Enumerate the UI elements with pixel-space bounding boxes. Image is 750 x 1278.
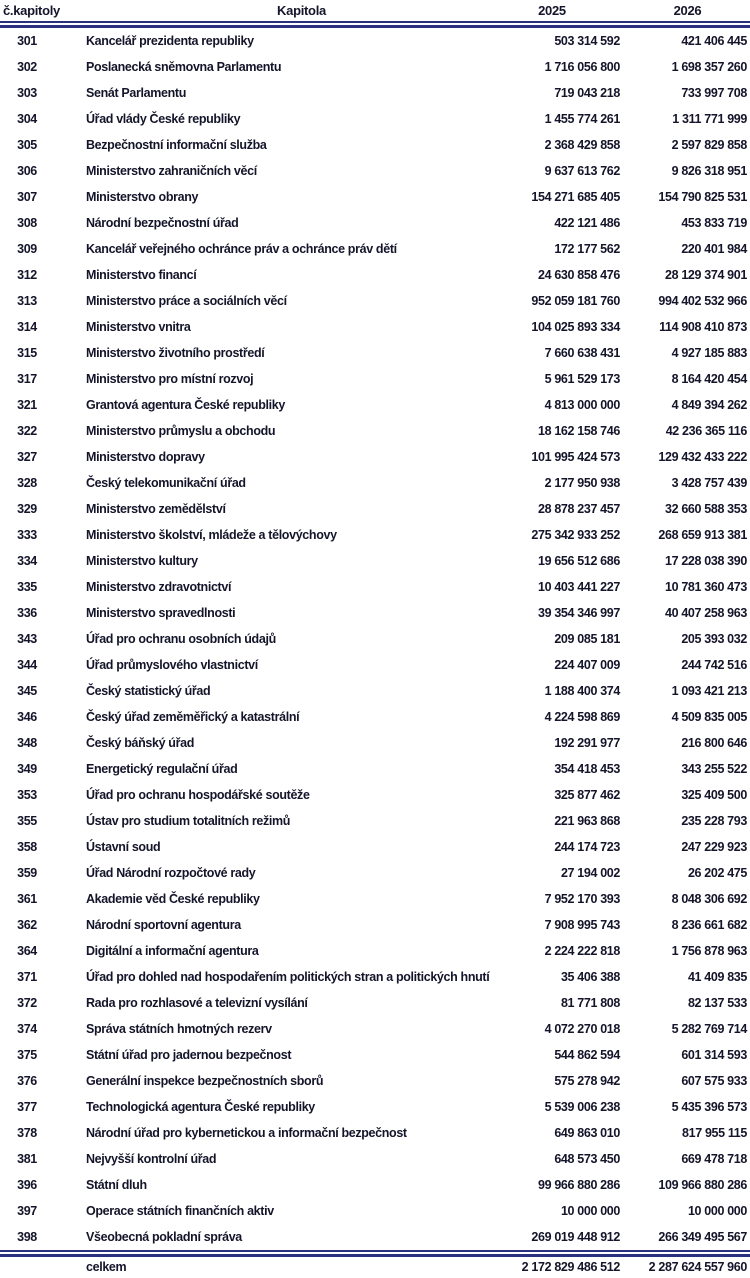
chapter-number: 333 [17, 528, 37, 542]
chapter-number: 377 [17, 1100, 37, 1114]
value-2026: 453 833 719 [681, 216, 747, 230]
table-row [0, 1042, 750, 1068]
chapter-number: 348 [17, 736, 37, 750]
chapter-number: 361 [17, 892, 37, 906]
value-2025: 354 418 453 [554, 762, 620, 776]
value-2026: 4 849 394 262 [671, 398, 747, 412]
value-2025: 2 368 429 858 [544, 138, 620, 152]
value-2025: 9 637 613 762 [544, 164, 620, 178]
value-2025: 269 019 448 912 [531, 1230, 620, 1244]
chapter-name: Ministerstvo vnitra [86, 320, 191, 334]
table-row [0, 964, 750, 990]
table-row [0, 496, 750, 522]
value-2025: 649 863 010 [554, 1126, 620, 1140]
table-row [0, 1068, 750, 1094]
chapter-name: Ministerstvo zahraničních věcí [86, 164, 257, 178]
chapter-number: 305 [17, 138, 37, 152]
value-2026: 216 800 646 [681, 736, 747, 750]
value-2026: 40 407 258 963 [665, 606, 747, 620]
value-2026: 5 282 769 714 [671, 1022, 747, 1036]
chapter-name: Český úřad zeměměřický a katastrální [86, 710, 300, 724]
value-2026: 244 742 516 [681, 658, 747, 672]
table-row [0, 704, 750, 730]
value-2025: 39 354 346 997 [538, 606, 620, 620]
chapter-number: 329 [17, 502, 37, 516]
value-2026: 114 908 410 873 [659, 320, 747, 334]
value-2026: 28 129 374 901 [665, 268, 747, 282]
chapter-number: 309 [17, 242, 37, 256]
value-2025: 81 771 808 [560, 996, 620, 1010]
chapter-name: Ministerstvo obrany [86, 190, 199, 204]
value-2025: 7 952 170 393 [544, 892, 620, 906]
chapter-number: 344 [17, 658, 37, 672]
chapter-number: 314 [17, 320, 37, 334]
chapter-name: Ministerstvo kultury [86, 554, 198, 568]
value-2025: 172 177 562 [554, 242, 620, 256]
table-row [0, 756, 750, 782]
table-row [0, 782, 750, 808]
column-header-chapter-name: Kapitola [277, 3, 326, 18]
table-row [0, 80, 750, 106]
value-2025: 10 403 441 227 [538, 580, 620, 594]
value-2026: 817 955 115 [682, 1126, 747, 1140]
chapter-number: 334 [17, 554, 37, 568]
value-2026: 4 927 185 883 [671, 346, 747, 360]
chapter-number: 372 [17, 996, 37, 1010]
chapter-name: Energetický regulační úřad [86, 762, 238, 776]
chapter-name: Technologická agentura České republiky [86, 1100, 315, 1114]
total-label: celkem [86, 1259, 127, 1274]
chapter-name: Ministerstvo financí [86, 268, 197, 282]
table-row [0, 626, 750, 652]
table-row [0, 938, 750, 964]
table-row [0, 1094, 750, 1120]
table-row [0, 860, 750, 886]
value-2026: 421 406 445 [681, 34, 747, 48]
value-2026: 32 660 588 353 [665, 502, 747, 516]
chapter-number: 398 [17, 1230, 37, 1244]
chapter-name: Operace státních finančních aktiv [86, 1204, 274, 1218]
value-2025: 221 963 868 [554, 814, 620, 828]
value-2026: 607 575 933 [681, 1074, 747, 1088]
chapter-name: Správa státních hmotných rezerv [86, 1022, 272, 1036]
chapter-name: Úřad pro ochranu osobních údajů [86, 632, 276, 646]
value-2026: 669 478 718 [681, 1152, 747, 1166]
chapter-number: 355 [17, 814, 37, 828]
chapter-number: 307 [17, 190, 37, 204]
chapter-number: 303 [17, 86, 37, 100]
chapter-name: Ministerstvo spravedlnosti [86, 606, 236, 620]
chapter-number: 312 [17, 268, 37, 282]
chapter-number: 322 [17, 424, 37, 438]
table-row [0, 444, 750, 470]
chapter-number: 306 [17, 164, 37, 178]
chapter-name: Nejvyšší kontrolní úřad [86, 1152, 217, 1166]
table-row [0, 158, 750, 184]
value-2026: 26 202 475 [687, 866, 747, 880]
value-2026: 3 428 757 439 [671, 476, 747, 490]
value-2026: 733 997 708 [681, 86, 747, 100]
chapter-name: Všeobecná pokladní správa [86, 1230, 242, 1244]
value-2025: 4 813 000 000 [544, 398, 620, 412]
value-2026: 8 048 306 692 [671, 892, 747, 906]
chapter-number: 359 [17, 866, 37, 880]
value-2025: 503 314 592 [554, 34, 620, 48]
chapter-name: Generální inspekce bezpečnostních sborů [86, 1074, 324, 1088]
chapter-name: Ministerstvo zdravotnictví [86, 580, 232, 594]
table-row [0, 236, 750, 262]
table-header-row [0, 0, 750, 21]
header-rule [0, 21, 750, 28]
value-2026: 205 393 032 [681, 632, 747, 646]
chapter-name: Rada pro rozhlasové a televizní vysílání [86, 996, 308, 1010]
value-2025: 5 961 529 173 [544, 372, 620, 386]
table-row [0, 210, 750, 236]
value-2025: 2 177 950 938 [544, 476, 620, 490]
value-2026: 2 597 829 858 [671, 138, 747, 152]
value-2025: 192 291 977 [554, 736, 620, 750]
chapter-name: Ministerstvo životního prostředí [86, 346, 265, 360]
value-2025: 10 000 000 [560, 1204, 620, 1218]
value-2026: 10 781 360 473 [665, 580, 747, 594]
column-header-2026: 2026 [673, 3, 702, 18]
chapter-name: Akademie věd České republiky [86, 892, 260, 906]
table-row [0, 1172, 750, 1198]
table-row [0, 262, 750, 288]
value-2026: 1 698 357 260 [671, 60, 747, 74]
table-row [0, 184, 750, 210]
value-2025: 154 271 685 405 [531, 190, 620, 204]
chapter-number: 343 [17, 632, 37, 646]
chapter-name: Úřad Národní rozpočtové rady [86, 866, 256, 880]
value-2026: 9 826 318 951 [671, 164, 747, 178]
chapter-name: Ministerstvo průmyslu a obchodu [86, 424, 276, 438]
chapter-name: Státní dluh [86, 1178, 147, 1192]
total-value-2026: 2 287 624 557 960 [648, 1259, 747, 1274]
chapter-name: Ministerstvo školství, mládeže a tělovýchovy [86, 528, 337, 542]
chapter-number: 381 [17, 1152, 37, 1166]
chapter-number: 375 [17, 1048, 37, 1062]
value-2025: 719 043 218 [554, 86, 620, 100]
chapter-number: 374 [17, 1022, 37, 1036]
chapter-name: Digitální a informační agentura [86, 944, 259, 958]
value-2025: 244 174 723 [554, 840, 620, 854]
chapter-number: 396 [17, 1178, 37, 1192]
value-2025: 224 407 009 [554, 658, 620, 672]
chapter-number: 335 [17, 580, 37, 594]
column-header-chapter-number: č.kapitoly [3, 3, 60, 18]
value-2026: 994 402 532 966 [658, 294, 747, 308]
chapter-name: Český báňský úřad [86, 736, 194, 750]
chapter-number: 321 [17, 398, 37, 412]
table-row [0, 132, 750, 158]
value-2025: 28 878 237 457 [538, 502, 620, 516]
chapter-name: Úřad pro dohled nad hospodařením politických stran a politických hnutí [86, 970, 490, 984]
value-2026: 8 236 661 682 [671, 918, 747, 932]
value-2025: 575 278 942 [554, 1074, 620, 1088]
chapter-name: Národní sportovní agentura [86, 918, 241, 932]
chapter-name: Úřad průmyslového vlastnictví [86, 658, 258, 672]
value-2026: 82 137 533 [687, 996, 747, 1010]
value-2026: 42 236 365 116 [665, 424, 747, 438]
table-row [0, 28, 750, 54]
chapter-number: 317 [17, 372, 37, 386]
value-2026: 154 790 825 531 [658, 190, 747, 204]
table-row [0, 288, 750, 314]
total-row [0, 1257, 750, 1276]
table-row [0, 600, 750, 626]
chapter-name: Grantová agentura České republiky [86, 398, 285, 412]
table-row [0, 652, 750, 678]
value-2025: 1 455 774 261 [544, 112, 620, 126]
chapter-name: Ministerstvo zemědělství [86, 502, 226, 516]
value-2025: 18 162 158 746 [538, 424, 620, 438]
value-2025: 1 716 056 800 [544, 60, 620, 74]
value-2026: 343 255 522 [681, 762, 747, 776]
value-2026: 220 401 984 [681, 242, 747, 256]
value-2026: 1 756 878 963 [671, 944, 747, 958]
table-row [0, 54, 750, 80]
chapter-number: 327 [17, 450, 37, 464]
value-2025: 19 656 512 686 [538, 554, 620, 568]
chapter-name: Úřad pro ochranu hospodářské soutěže [86, 788, 310, 802]
chapter-name: Ministerstvo pro místní rozvoj [86, 372, 254, 386]
chapter-number: 371 [17, 970, 37, 984]
value-2025: 5 539 006 238 [544, 1100, 620, 1114]
chapter-name: Národní úřad pro kybernetickou a informační bezpečnost [86, 1126, 407, 1140]
chapter-name: Ministerstvo práce a sociálních věcí [86, 294, 287, 308]
chapter-name: Národní bezpečnostní úřad [86, 216, 239, 230]
chapter-number: 345 [17, 684, 37, 698]
value-2026: 8 164 420 454 [671, 372, 747, 386]
value-2025: 209 085 181 [554, 632, 620, 646]
value-2026: 1 093 421 213 [671, 684, 747, 698]
chapter-number: 302 [17, 60, 37, 74]
value-2026: 129 432 433 222 [658, 450, 747, 464]
total-value-2025: 2 172 829 486 512 [521, 1259, 620, 1274]
value-2025: 325 877 462 [554, 788, 620, 802]
chapter-number: 336 [17, 606, 37, 620]
value-2025: 648 573 450 [554, 1152, 620, 1166]
chapter-number: 346 [17, 710, 37, 724]
chapter-name: Ústav pro studium totalitních režimů [86, 814, 291, 828]
table-row [0, 912, 750, 938]
value-2026: 5 435 396 573 [671, 1100, 747, 1114]
chapter-number: 328 [17, 476, 37, 490]
table-row [0, 548, 750, 574]
table-row [0, 366, 750, 392]
value-2026: 1 311 771 999 [672, 112, 747, 126]
chapter-number: 304 [17, 112, 37, 126]
table-row [0, 522, 750, 548]
table-row [0, 886, 750, 912]
value-2025: 99 966 880 286 [538, 1178, 620, 1192]
value-2025: 24 630 858 476 [538, 268, 620, 282]
value-2026: 325 409 500 [681, 788, 747, 802]
value-2026: 10 000 000 [687, 1204, 747, 1218]
chapter-name: Bezpečnostní informační služba [86, 138, 267, 152]
value-2026: 4 509 835 005 [671, 710, 747, 724]
chapter-number: 364 [17, 944, 37, 958]
chapter-name: Úřad vlády České republiky [86, 112, 241, 126]
chapter-number: 376 [17, 1074, 37, 1088]
table-row [0, 1120, 750, 1146]
table-row [0, 574, 750, 600]
table-row [0, 1146, 750, 1172]
value-2026: 17 228 038 390 [665, 554, 747, 568]
value-2025: 104 025 893 334 [531, 320, 620, 334]
table-row [0, 808, 750, 834]
chapter-number: 313 [17, 294, 37, 308]
value-2025: 7 660 638 431 [544, 346, 620, 360]
value-2026: 41 409 835 [687, 970, 747, 984]
value-2025: 27 194 002 [560, 866, 620, 880]
table-row [0, 106, 750, 132]
column-header-2025: 2025 [538, 3, 566, 18]
chapter-number: 315 [17, 346, 37, 360]
chapter-name: Senát Parlamentu [86, 86, 186, 100]
value-2025: 275 342 933 252 [531, 528, 620, 542]
value-2025: 4 224 598 869 [544, 710, 620, 724]
chapter-number: 362 [17, 918, 37, 932]
table-row [0, 678, 750, 704]
chapter-number: 378 [17, 1126, 37, 1140]
chapter-name: Český telekomunikační úřad [86, 476, 246, 490]
chapter-number: 308 [17, 216, 37, 230]
value-2026: 601 314 593 [681, 1048, 747, 1062]
total-rule [0, 1250, 750, 1257]
value-2025: 422 121 486 [554, 216, 620, 230]
chapter-name: Ministerstvo dopravy [86, 450, 205, 464]
chapter-name: Kancelář prezidenta republiky [86, 34, 254, 48]
chapter-name: Kancelář veřejného ochránce práv a ochránce práv dětí [86, 242, 397, 256]
table-row [0, 470, 750, 496]
chapter-name: Státní úřad pro jadernou bezpečnost [86, 1048, 292, 1062]
chapter-number: 397 [17, 1204, 37, 1218]
value-2025: 35 406 388 [560, 970, 620, 984]
table-body [0, 28, 750, 1250]
value-2026: 109 966 880 286 [658, 1178, 747, 1192]
value-2025: 952 059 181 760 [531, 294, 620, 308]
table-row [0, 990, 750, 1016]
value-2025: 7 908 995 743 [544, 918, 620, 932]
value-2025: 1 188 400 374 [544, 684, 620, 698]
chapter-number: 349 [17, 762, 37, 776]
table-row [0, 1016, 750, 1042]
table-row [0, 418, 750, 444]
value-2026: 235 228 793 [681, 814, 747, 828]
table-row [0, 834, 750, 860]
chapter-name: Český statistický úřad [86, 684, 211, 698]
chapter-number: 301 [17, 34, 37, 48]
table-row [0, 314, 750, 340]
value-2025: 2 224 222 818 [544, 944, 620, 958]
table-row [0, 1198, 750, 1224]
value-2025: 4 072 270 018 [544, 1022, 620, 1036]
table-row [0, 392, 750, 418]
chapter-number: 353 [17, 788, 37, 802]
table-row [0, 730, 750, 756]
table-row [0, 1224, 750, 1250]
chapter-name: Poslanecká sněmovna Parlamentu [86, 60, 282, 74]
value-2025: 544 862 594 [554, 1048, 620, 1062]
chapter-name: Ústavní soud [86, 840, 161, 854]
value-2025: 101 995 424 573 [531, 450, 620, 464]
value-2026: 266 349 495 567 [658, 1230, 747, 1244]
chapter-number: 358 [17, 840, 37, 854]
table-row [0, 340, 750, 366]
value-2026: 268 659 913 381 [658, 528, 747, 542]
value-2026: 247 229 923 [681, 840, 747, 854]
